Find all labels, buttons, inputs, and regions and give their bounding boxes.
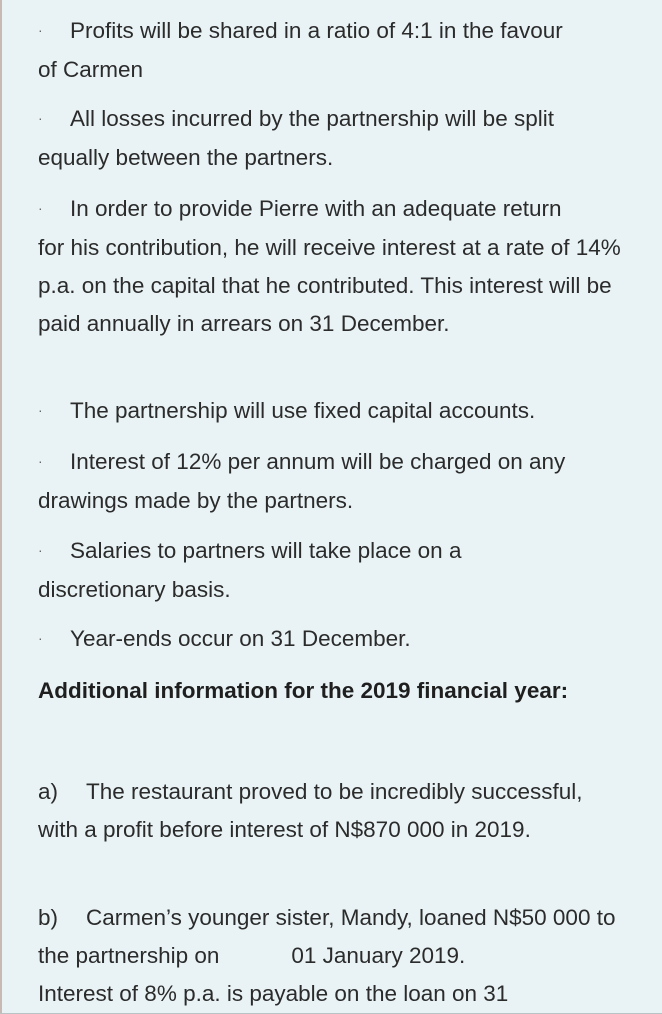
bullet-item bbox=[38, 12, 638, 89]
bullet-text-first: Profits will be shared in a ratio of 4:1 in the favour bbox=[70, 18, 563, 43]
bullet-text-rest: discretionary basis. bbox=[38, 577, 231, 603]
bullet-text-rest: drawings made by the partners. bbox=[38, 488, 354, 514]
bullet-text-rest: for his contribution, he will receive interest at a rate of 14% p.a. on the capital that he contributed. This interest will be paid annually in arrears on 31 December. bbox=[38, 235, 621, 337]
bullet-icon: · bbox=[38, 22, 43, 39]
bullet-icon: · bbox=[38, 542, 43, 559]
bullet-icon: · bbox=[38, 402, 43, 419]
bullet-item bbox=[38, 532, 638, 609]
section-heading: Additional information for the 2019 financial year: bbox=[38, 678, 569, 703]
item-label: a) bbox=[38, 779, 59, 804]
item-text: Carmen’s younger sister, Mandy, loaned N$50 000 to the partnership on bbox=[38, 905, 616, 968]
bullet-item bbox=[38, 443, 638, 520]
bullet-item bbox=[38, 620, 638, 659]
item-date: 01 January 2019. bbox=[291, 943, 466, 968]
list-item bbox=[38, 899, 618, 1013]
item-text: The restaurant proved to be incredibly successful, with a profit before interest of N$870 000 in 2019. bbox=[38, 779, 583, 842]
bullet-icon: · bbox=[38, 200, 43, 217]
bullet-text-first: The partnership will use fixed capital accounts. bbox=[70, 398, 536, 423]
list-item bbox=[38, 773, 618, 849]
bullet-text-first: Year-ends occur on 31 December. bbox=[70, 626, 411, 651]
bullet-item bbox=[38, 100, 638, 177]
bullet-icon: · bbox=[38, 453, 43, 470]
bullet-item bbox=[38, 392, 638, 431]
bullet-icon: · bbox=[38, 630, 43, 647]
bullet-text-first: Salaries to partners will take place on a bbox=[70, 538, 462, 563]
bullet-text-first: Interest of 12% per annum will be charged on any bbox=[70, 449, 566, 474]
bullet-item bbox=[38, 190, 628, 343]
item-text-continued: Interest of 8% p.a. is payable on the loan on 31 bbox=[38, 981, 509, 1006]
bullet-text-first: All losses incurred by the partnership will be split bbox=[70, 106, 554, 131]
bullet-text-rest: of Carmen bbox=[38, 57, 144, 83]
item-label: b) bbox=[38, 905, 59, 930]
bullet-icon: · bbox=[38, 110, 43, 127]
bullet-text-first: In order to provide Pierre with an adequate return bbox=[70, 196, 562, 221]
bullet-text-rest: equally between the partners. bbox=[38, 145, 334, 171]
